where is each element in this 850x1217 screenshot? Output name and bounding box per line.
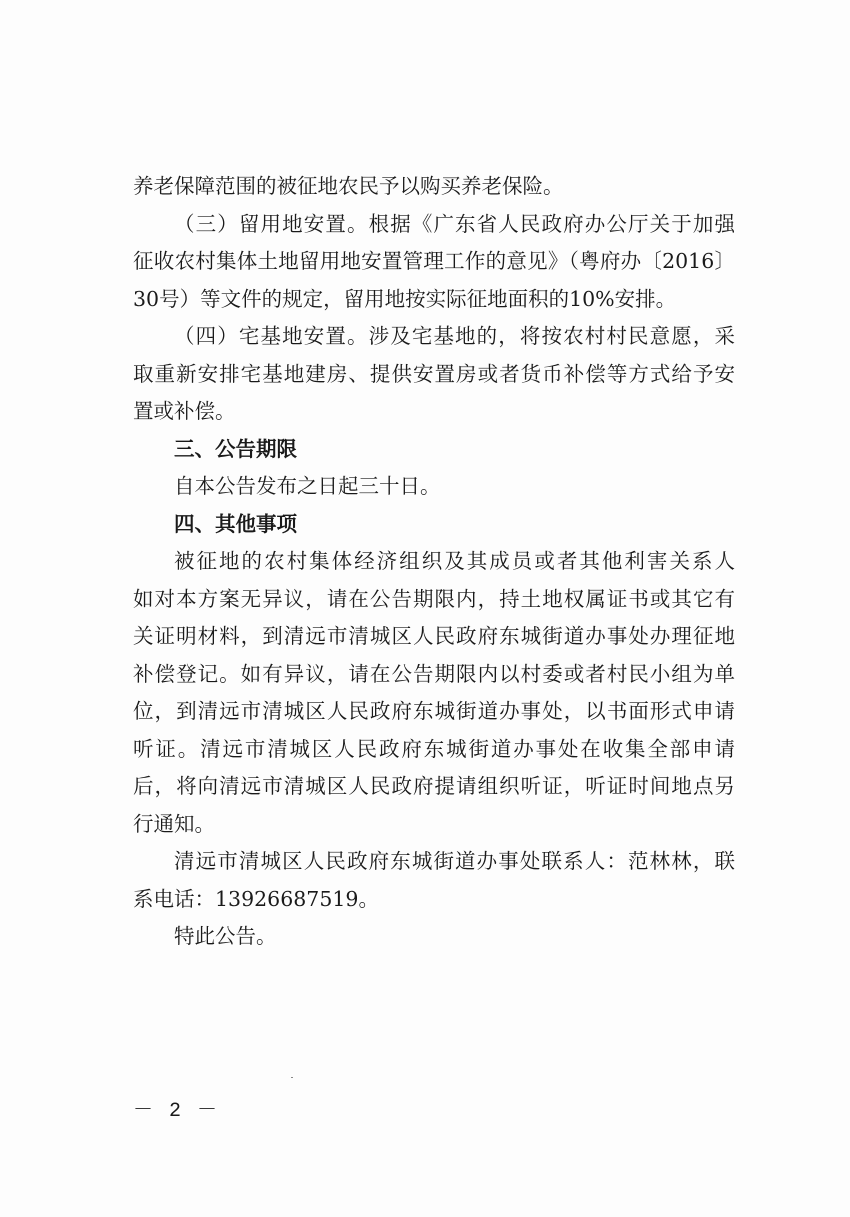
contact-line: 清远市清城区人民政府东城街道办事处联系人：范林林，联 (174, 849, 735, 873)
paragraph-line: 行通知。 (133, 811, 215, 836)
section-homestead-line: （四）宅基地安置。涉及宅基地的，将按农村村民意愿，采 (174, 324, 735, 348)
section-heading-notice-period: 三、公告期限 (174, 436, 297, 461)
paragraph-line: 补偿登记。如有异议，请在公告期限内以村委或者村民小组为单 (133, 661, 735, 686)
section-leave-land-heading-line: （三）留用地安置。根据《广东省人民政府办公厅关于加强 (174, 211, 735, 236)
paragraph-line: 自本公告发布之日起三十日。 (174, 474, 441, 498)
paragraph-line: 后，将向清远市清城区人民政府提请组织听证，听证时间地点另 (133, 774, 735, 798)
paragraph-line: 关证明材料，到清远市清城区人民政府东城街道办事处办理征地 (133, 624, 735, 648)
paragraph-line: 养老保障范围的被征地农民予以购买养老保险。 (133, 174, 564, 198)
contact-phone-line: 系电话：13926687519。 (133, 886, 379, 911)
paragraph-line: 取重新安排宅基地建房、提供安置房或者货币补偿等方式给予安 (133, 361, 735, 386)
document-body (133, 168, 735, 956)
paragraph-line: 被征地的农村集体经济组织及其成员或者其他利害关系人 (174, 549, 735, 573)
page-number: － 2 － (133, 1100, 220, 1123)
section-heading-other-matters: 四、其他事项 (174, 511, 297, 536)
paragraph-line: 听证。清远市清城区人民政府东城街道办事处在收集全部申请 (133, 736, 735, 761)
paragraph-line: 30号）等文件的规定，留用地按实际征地面积的10%安排。 (133, 286, 677, 311)
paragraph-line: 如对本方案无异议，请在公告期限内，持土地权属证书或其它有 (133, 586, 735, 611)
paragraph-line: 位，到清远市清城区人民政府东城街道办事处，以书面形式申请 (133, 699, 735, 723)
closing-line: 特此公告。 (174, 924, 277, 948)
paragraph-line: 置或补偿。 (133, 399, 236, 423)
scan-speck (291, 1077, 293, 1078)
paragraph-line: 征收农村集体土地留用地安置管理工作的意见》（粤府办〔2016〕 (133, 249, 735, 273)
